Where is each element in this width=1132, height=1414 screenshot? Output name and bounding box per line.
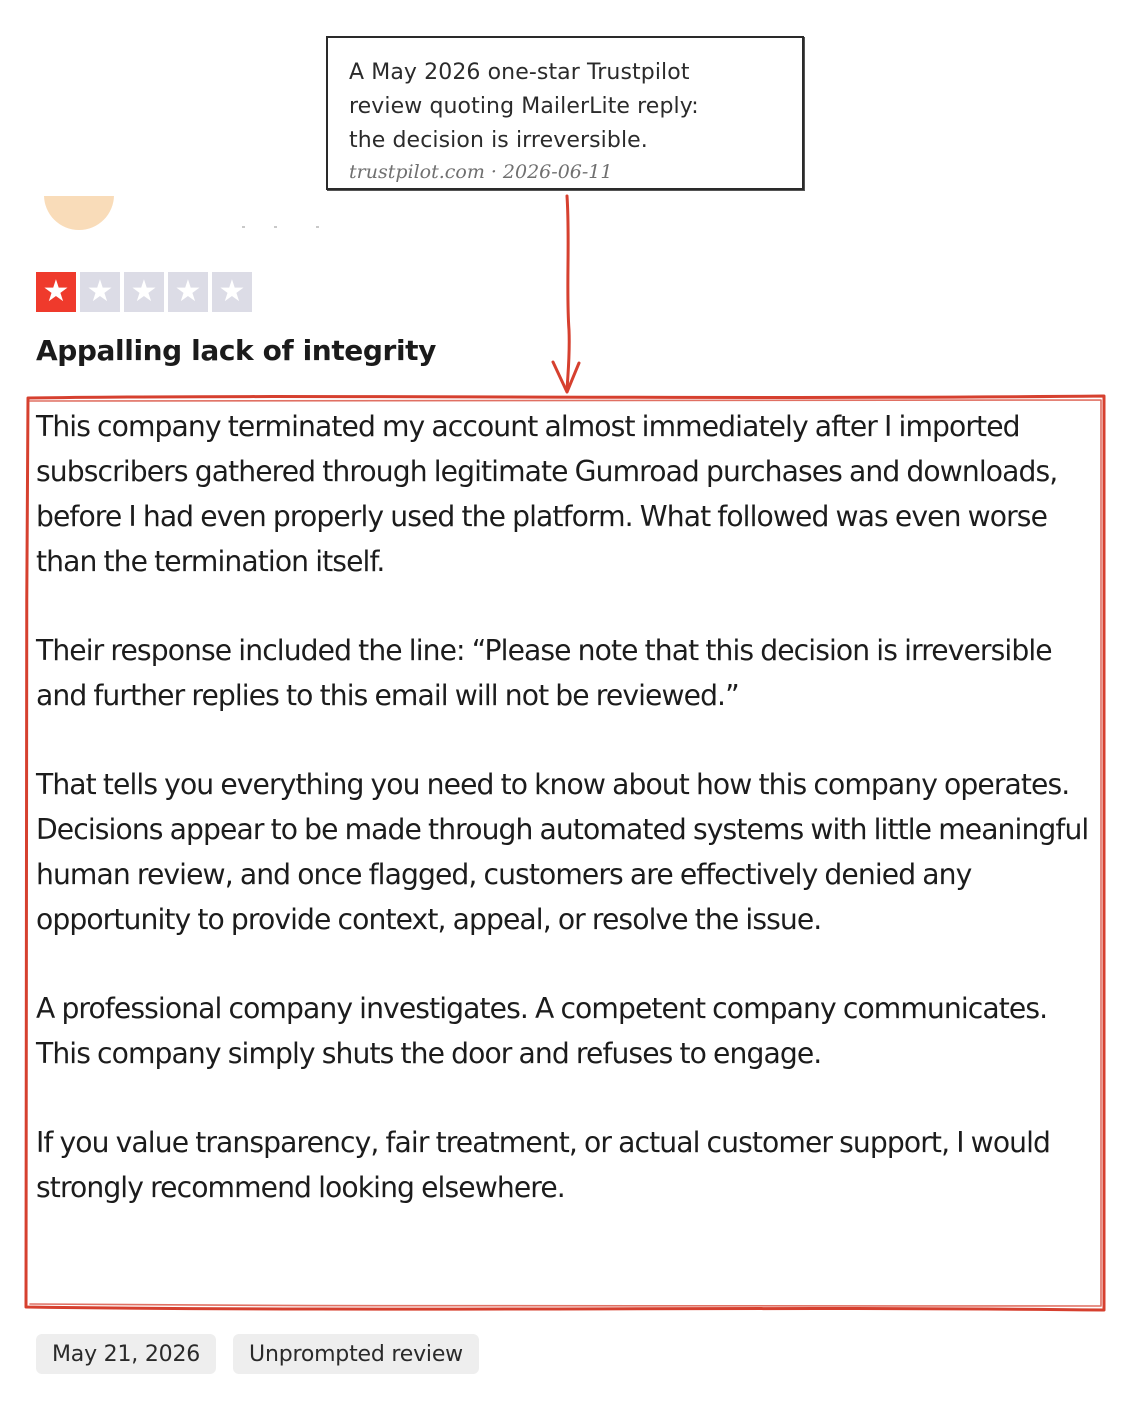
review-date-tag: May 21, 2026 [36,1334,216,1374]
callout-source [349,159,782,185]
annotation-callout [326,36,804,190]
avatar-disc [44,196,114,230]
connector-arrow-head [553,362,579,392]
review-paragraph: This company terminated my account almost immediately after I imported subscribers gathered through legitimate Gumroad purchases and downloads, before I had even properly used the platform. What followed was even worse than the termination itself. [36,410,1058,578]
star-empty-icon: ★ [124,272,164,312]
review-paragraph: That tells you everything you need to know about how this company operates. Decisions appear to be made through automated systems with little meaningful human review, and once flagged, customers are effectively denied any opportunity to provide context, appeal, or resolve the issue. [36,768,1089,936]
star-rating [36,272,252,312]
review-title: Appalling lack of integrity [36,334,436,367]
star-empty-icon: ★ [80,272,120,312]
reviewer-meta-remnant [240,226,330,230]
callout-source-site: trustpilot.com [349,161,485,183]
review-type-tag: Unprompted review [233,1334,479,1374]
callout-source-date: 2026-06-11 [502,161,613,183]
review-paragraph: A professional company investigates. A competent company communicates. This company simply shuts the door and refuses to engage. [36,992,1048,1070]
star-filled-icon: ★ [36,272,76,312]
connector-arrow-line [567,196,569,390]
callout-text: A May 2026 one-star Trustpilot review quoting MailerLite reply: the decision is irreversible. [349,60,699,153]
avatar [44,196,114,240]
review-paragraph: Their response included the line: “Please note that this decision is irreversible and further replies to this email will not be reviewed.” [36,634,1052,712]
review-tags [36,1334,479,1374]
star-empty-icon: ★ [212,272,252,312]
star-empty-icon: ★ [168,272,208,312]
review-body [36,404,1096,1210]
review-paragraph: If you value transparency, fair treatment, or actual customer support, I would strongly recommend looking elsewhere. [36,1126,1051,1204]
callout-source-separator: · [490,161,497,183]
